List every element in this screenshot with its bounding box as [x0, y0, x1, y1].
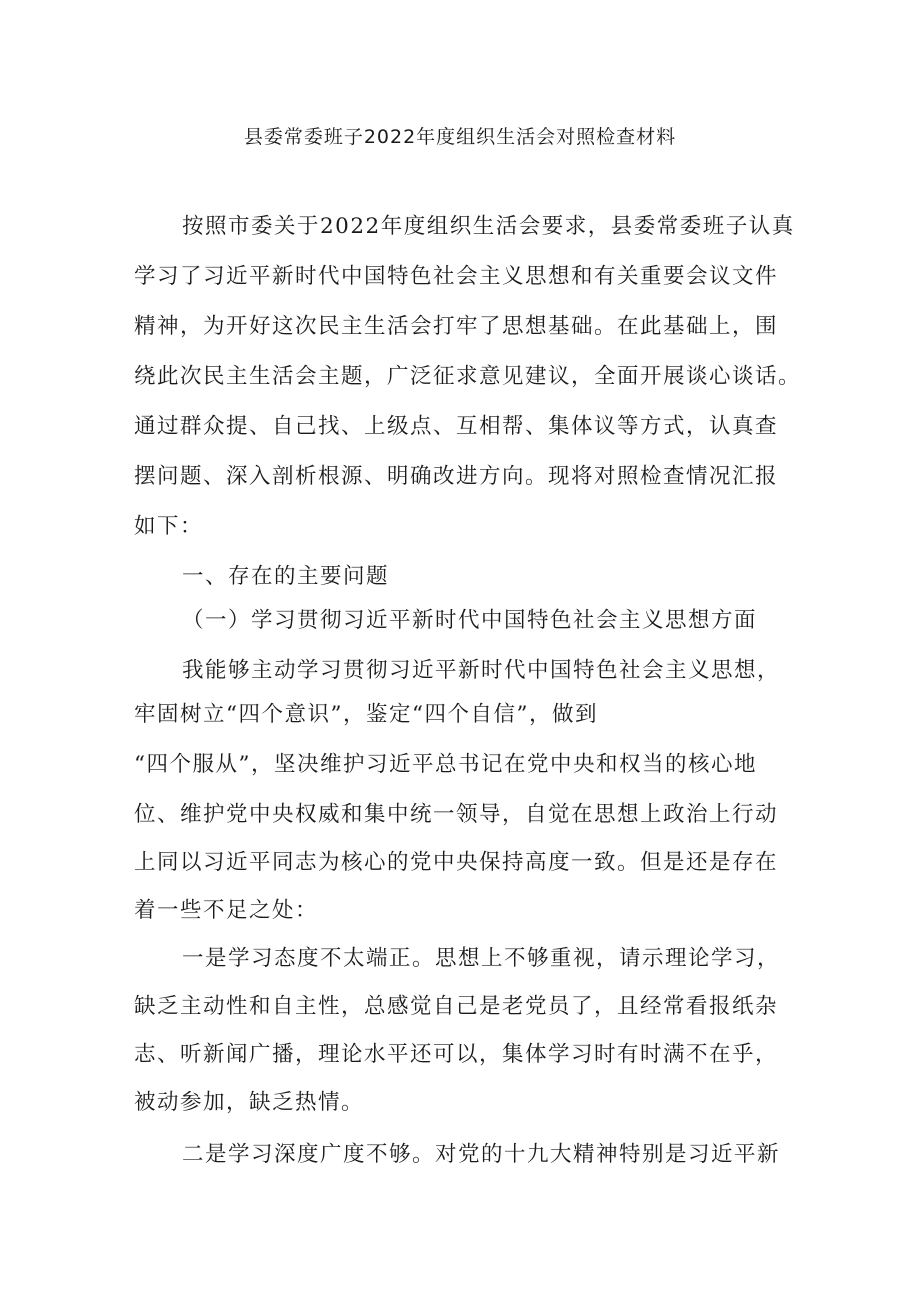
intro-line-5: 通过群众提、自己找、上级点、互相帮、集体议等方式，认真查 [134, 414, 779, 439]
para3-line-1: 二是学习深度广度不够。对党的十九大精神特别是习近平新 [182, 1142, 781, 1167]
para1-line-2: 牢固树立“四个意识”，鉴定“四个自信”，做到 [134, 702, 598, 727]
para2-line-3: 志、听新闻广播，理论水平还可以，集体学习时有时满不在乎， [134, 1042, 779, 1067]
intro-line-3: 精神，为开好这次民主生活会打牢了思想基础。在此基础上，围 [134, 314, 779, 339]
para1-line-3: “四个服从”，坚决维护习近平总书记在党中央和权当的核心地 [134, 752, 757, 777]
subsection-heading: （一）学习贯彻习近平新时代中国特色社会主义思想方面 [182, 608, 758, 633]
para1-line-1: 我能够主动学习贯彻习近平新时代中国特色社会主义思想， [182, 658, 781, 683]
para2-line-4: 被动参加，缺乏热情。 [134, 1090, 365, 1115]
intro-line-6: 摆问题、深入剖析根源、明确改进方向。现将对照检查情况汇报 [134, 464, 779, 489]
intro-line-2: 学习了习近平新时代中国特色社会主义思想和有关重要会议文件 [134, 264, 779, 289]
intro-line-4: 绕此次民主生活会主题，广泛征求意见建议，全面开展谈心谈话。 [134, 364, 802, 389]
para1-line-5: 上同以习近平同志为核心的党中央保持高度一致。但是还是存在 [134, 850, 779, 875]
para1-line-4: 位、维护党中央权威和集中统一领导，自觉在思想上政治上行动 [134, 802, 779, 827]
para2-line-1: 一是学习态度不太端正。思想上不够重视，请示理论学习， [182, 946, 781, 971]
intro-line-7: 如下： [134, 514, 204, 539]
para2-line-2: 缺乏主动性和自主性，总感觉自己是老党员了，且经常看报纸杂 [134, 994, 779, 1019]
para1-line-6: 着一些不足之处： [134, 898, 319, 923]
document-title: 县委常委班子2022年度组织生活会对照检查材料 [243, 126, 677, 148]
section-heading: 一、存在的主要问题 [182, 564, 390, 589]
intro-line-1: 按照市委关于2022年度组织生活会要求，县委常委班子认真 [182, 214, 795, 239]
